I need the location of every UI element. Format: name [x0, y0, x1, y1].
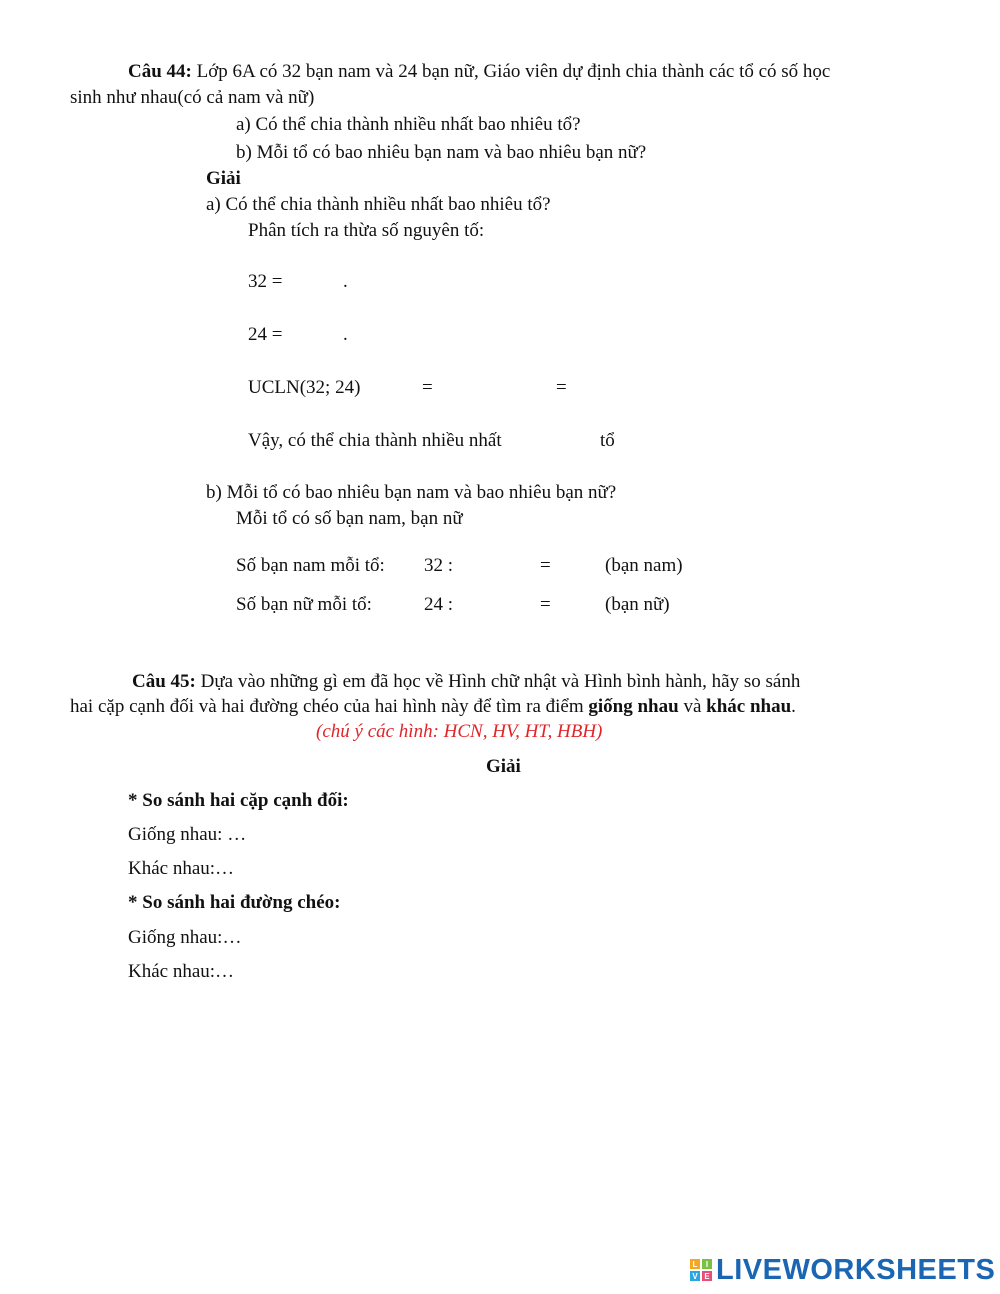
eq32-lhs: 32 =	[248, 271, 283, 292]
liveworksheets-logo-icon	[690, 1259, 712, 1281]
q45-text-2: hai cặp cạnh đối và hai đường chéo của hai hình này để tìm ra điểm	[70, 696, 589, 717]
gcd-lhs: UCLN(32; 24)	[248, 377, 361, 398]
gcd-eq-2: =	[556, 377, 567, 398]
q44-text-1: Lớp 6A có 32 bạn nam và 24 bạn nữ, Giáo viên dự định chia thành các tổ có số học	[191, 61, 831, 82]
q45-line-1	[132, 670, 800, 694]
q45-period: .	[791, 696, 796, 717]
boys-eq: =	[540, 555, 551, 576]
girls-eq: =	[540, 594, 551, 615]
eq32-answer-dot: .	[343, 271, 348, 292]
logo-mark-v: V	[690, 1271, 700, 1281]
q45-text-1: Dựa vào những gì em đã học về Hình chữ nhật và Hình bình hành, hãy so sánh	[195, 671, 801, 692]
logo-mark-i: I	[702, 1259, 712, 1269]
conclusion-a-unit: tổ	[600, 430, 615, 451]
q44-sol-b-intro: Mỗi tổ có số bạn nam, bạn nữ	[236, 508, 463, 529]
liveworksheets-logo-text: LIVEWORKSHEETS	[716, 1253, 996, 1286]
girls-div: 24 :	[424, 594, 454, 615]
q45-bold-diff: khác nhau	[706, 696, 792, 717]
sides-same: Giống nhau: …	[128, 824, 247, 845]
girls-label: Số bạn nữ mỗi tổ:	[236, 594, 372, 615]
eq24-lhs: 24 =	[248, 324, 283, 345]
sides-diff: Khác nhau:…	[128, 858, 235, 879]
q45-line-2	[70, 695, 796, 719]
logo-mark-e: E	[702, 1271, 712, 1281]
q44-part-a: a) Có thể chia thành nhiều nhất bao nhiêu tổ?	[236, 114, 581, 135]
boys-label: Số bạn nam mỗi tổ:	[236, 555, 385, 576]
q45-bold-same: giống nhau	[588, 696, 679, 717]
compare-diagonals-heading: * So sánh hai đường chéo:	[128, 892, 341, 913]
diag-same: Giống nhau:…	[128, 927, 242, 948]
q44-text-2: sinh như nhau(có cả nam và nữ)	[70, 87, 315, 108]
q45-note: (chú ý các hình: HCN, HV, HT, HBH)	[316, 721, 603, 742]
gcd-eq-1: =	[422, 377, 433, 398]
girls-unit: (bạn nữ)	[605, 594, 670, 615]
diag-diff: Khác nhau:…	[128, 961, 235, 982]
q44-label: Câu 44:	[128, 61, 192, 82]
eq24-answer-dot: .	[343, 324, 348, 345]
q44-part-b: b) Mỗi tổ có bao nhiêu bạn nam và bao nhiêu bạn nữ?	[236, 142, 647, 163]
q45-solution-title: Giải	[486, 756, 521, 777]
boys-unit: (bạn nam)	[605, 555, 683, 576]
q44-solution-title: Giải	[206, 168, 241, 189]
liveworksheets-logo	[690, 1253, 995, 1287]
compare-sides-heading: * So sánh hai cặp cạnh đối:	[128, 790, 349, 811]
q44-factor-intro: Phân tích ra thừa số nguyên tố:	[248, 220, 485, 241]
q45-and: và	[678, 696, 707, 717]
q45-label: Câu 45:	[132, 671, 196, 692]
conclusion-a: Vậy, có thể chia thành nhiều nhất	[248, 430, 502, 451]
q44-line-1	[128, 60, 830, 84]
q44-sol-b: b) Mỗi tổ có bao nhiêu bạn nam và bao nhiêu bạn nữ?	[206, 482, 617, 503]
logo-mark-l: L	[690, 1259, 700, 1269]
boys-div: 32 :	[424, 555, 454, 576]
q44-sol-a: a) Có thể chia thành nhiều nhất bao nhiêu tổ?	[206, 194, 551, 215]
